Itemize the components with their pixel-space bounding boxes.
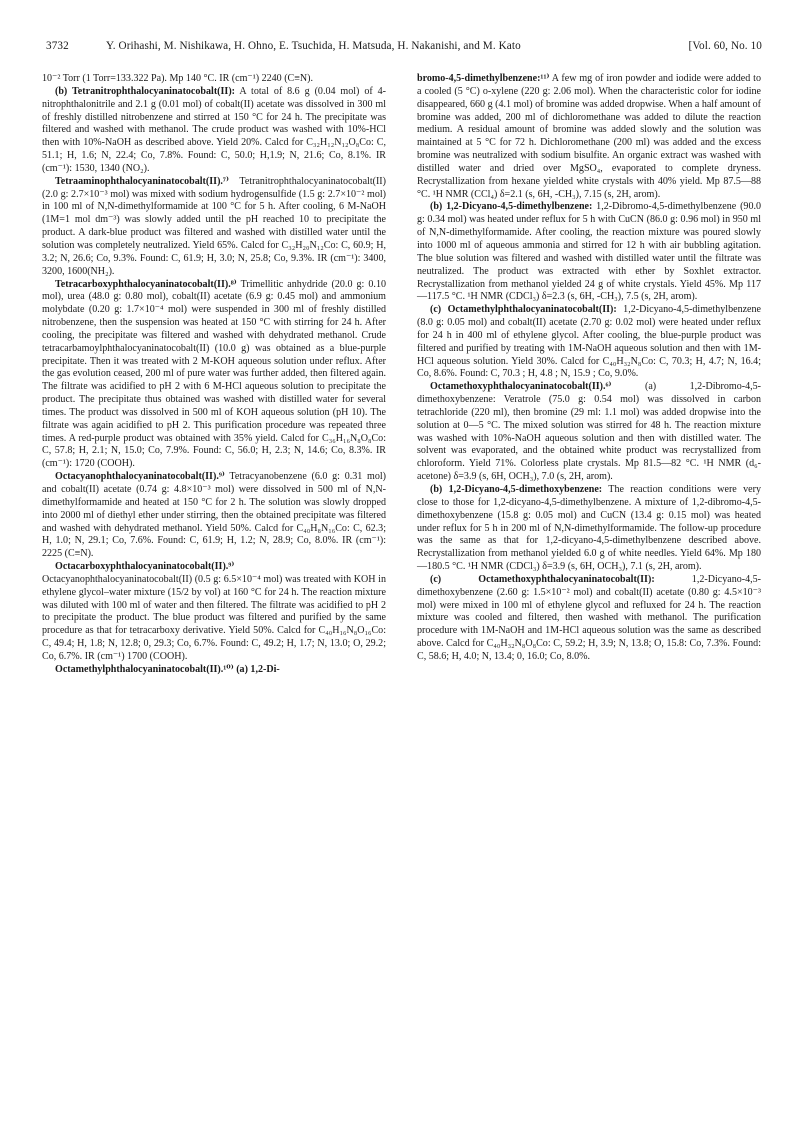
left-column bbox=[42, 73, 386, 677]
paragraph: (b) Tetranitrophthalocyaninatocobalt(II): A total of 8.6 g (0.04 mol) of 4-nitrophthalonitrile and 2.1 g (0.01 mol) of cobalt(II) acetate was dissolved in 300 ml of freshly distilled nitrobenzene and stirred at 150 °C for 24 h. The precipitate was filtered and washed with methanol. The crude product was washed with 10%-HCl then with 10%-NaOH as described above. Yield 20%. Calcd for C₃₂H₁₂N₁₂O₈Co: C, 51.1; H, 1.6; N, 22.4; Co, 7.8%. Found: C, 50.0; H,1.9; N, 21.6; Co, 8.1%. IR (cm⁻¹): 1530, 1340 (NO₂). bbox=[42, 85, 387, 174]
paragraph: Octacarboxyphthalocyaninatocobalt(II).⁹⁾ Octacyanophthalocyaninatocobalt(II) (0.5 g: 6.5×10⁻⁴ mol) was treated with KOH in ethylene glycol–water mixture (15/2 by vol) at 160 °C for 24 h. The reaction mixture was diluted with 100 ml of water and then filtered. The filtrate was acidified to pH 2 to precipitate the product. The blue product was filtered and purified by the same procedure as that for tetracarboxy derivative. Yield 50%. Calcd for C₄₀H₁₆N₈O₁₆Co: C, 49.4; H, 1.8; N, 12.8; 0, 29.3; Co, 6.7%. Found: C, 49.2; H, 1.7; N, 13.0; O, 29.2; Co, 6.7%. IR (cm⁻¹) 1700 (COOH). bbox=[42, 561, 386, 662]
section-heading: bromo-4,5-dimethylbenzene:¹¹⁾ bbox=[417, 73, 550, 84]
paragraph bbox=[42, 664, 386, 677]
section-heading: (b) Tetranitrophthalocyaninatocobalt(II): bbox=[55, 85, 236, 97]
page-number: 3732 bbox=[46, 40, 69, 52]
paragraph: (c) Octamethoxyphthalocyaninatocobalt(II): 1,2-Dicyano-4,5-dimethoxybenzene (2.60 g: 1.5×10⁻² mol) and cobalt(II) acetate (0.80 g: 4.5×10⁻³ mol) were mixed in 100 ml of ethylene glycol and refluxed for 24 h. The reaction mixture was cooled and filtered, then washed with methanol. The purification procedure with 1M-NaOH and 1M-HCl aqueous solution was the same as described above. Calcd for C₄₀H₃₂N₈O₈Co: C, 59.2; H, 3.9; N, 13.8; O, 15.8: Co, 7.3%. Found: C, 58.6; H, 4.0; N, 13.4; 0, 16.0; Co, 8.0%. bbox=[417, 573, 761, 662]
section-heading: (b) 1,2-Dicyano-4,5-dimethoxybenzene: bbox=[430, 484, 603, 495]
section-heading: Octamethoxyphthalocyaninatocobalt(II).⁶⁾ bbox=[430, 381, 612, 393]
section-heading: (c) Octamethoxyphthalocyaninatocobalt(II): bbox=[430, 573, 655, 585]
section-heading: Octacarboxyphthalocyaninatocobalt(II).⁹⁾ bbox=[55, 561, 235, 573]
paragraph: (c) Octamethylphthalocyaninatocobalt(II): 1,2-Dicyano-4,5-dimethylbenzene (8.0 g: 0.05 mol) and cobalt(II) acetate (2.70 g: 0.02 mol) were heated under reflux for 24 h in 400 ml of ethylene glycol. After cooling, the blue-purple product was filtered and purified by treating with 1M-NaOH aqueous solution and then with 1M-HCl aqueous solution. Yield 30%. Calcd for C₄₀H₃₂N₈Co: C, 70.3; H, 4.7; N, 16.4; Co, 8.6%. Found: C, 70.3 ; H, 4.8 ; N, 15.9 ; Co, 9.0%. bbox=[417, 304, 761, 380]
section-heading: Tetraaminophthalocyaninatocobalt(II).⁷⁾ bbox=[55, 175, 229, 187]
paragraph: 10⁻² Torr (1 Torr=133.322 Pa). Mp 140 °C. IR (cm⁻¹) 2240 (C≡N). bbox=[42, 73, 314, 84]
section-heading: (b) 1,2-Dicyano-4,5-dimethylbenzene: bbox=[430, 201, 593, 213]
section-heading: (c) Octamethylphthalocyaninatocobalt(II): bbox=[430, 304, 617, 316]
paragraph: Tetracarboxyphthalocyaninatocobalt(II).⁸⁾ Trimellitic anhydride (20.0 g: 0.10 mol), urea (48.0 g: 0.80 mol), cobalt(II) acetate (6.9 g: 0.45 mol) and ammonium molybdate (0.20 g: 1.7×10⁻⁴ mol) were suspended in 300 ml of freshly distilled nitrobenzene, then the suspension was heated at 150 °C with stirring for 24 h. After cooling, the precipitate was filtered and washed with dehydrated methanol. Crude tetracarbamoylphthalocyaninatocobalt(II) (10.0 g) was obtained as a blue-purple precipitate. Then it was treated with 2 M-KOH aqueous solution under reflux. After the gas evolution ceased, 200 ml of pure water was further added, then filtered again. The filtrate was acidified to pH 2 with 6 M-HCl aqueous solution to precipitate the product. The precipitate thus obtained was washed with distilled water for several times. The product was dissolved in 500 ml of KOH aqueous solution (pH 10). The filtrate was again acidified to pH 2. This purification procedure was repeated three times. A red-purple product was obtained with 35% yield. Calcd for C₃₆H₁₆N₈O₈Co: C, 57.8; H, 2.1; N, 15.0; Co, 7.9%. Found: C, 56.0; H, 2.3; N, 14.6; Co, 8.3%. IR (cm⁻¹): 1720 (COOH). bbox=[42, 278, 386, 470]
section-heading: Octamethylphthalocyaninatocobalt(II).¹⁰⁾ (a) 1,2-Di- bbox=[55, 663, 280, 675]
section-heading: Octacyanophthalocyaninatocobalt(II).⁹⁾ bbox=[55, 471, 225, 483]
paragraph: (b) 1,2-Dicyano-4,5-dimethoxybenzene: The reaction conditions were very close to those for 1,2-dicyano-4,5-dimethylbenzene. A mixture of 1,2-dibromo-4,5-dimethoxybenzene (15.8 g: 0.05 mol) and CuCN (13.4 g: 0.15 mol) was heated under reflux for 5 h in 200 ml of N,N-dimethylformamide. The follow-up procedure was the same as that for 1,2-dicyano-4,5-dimethylbenzene described above. Recrystallization from methanol yielded 6.0 g of white needles. Yield 64%. Mp 180—180.5 °C. ¹H NMR (CDCl₃) δ=3.9 (s, 6H, OCH₃), 7.1 (s, 2H, arom). bbox=[417, 484, 761, 573]
paragraph: (b) 1,2-Dicyano-4,5-dimethylbenzene: 1,2-Dibromo-4,5-dimethylbenzene (90.0 g: 0.34 mol) was heated under reflux for 5 h with CuCN (86.0 g: 0.96 mol) in 950 ml of N,N-dimethylformamide. After cooling, the reaction mixture was poured slowly into 1000 ml of aqueous ammonia and stirred for 12 h with air bubbling agitation. The blue solution was filtered and washed with distilled water until the filtrate was neutralized. The product was extracted with ether by Soxhlet extractor. Recrystallization from methanol yielded 24 g of white crystals. Yield 45%. Mp 117—117.5 °C. ¹H NMR (CDCl₃) δ=2.3 (s, 6H, -CH₃), 7.5 (s, 2H, arom). bbox=[417, 201, 761, 303]
running-header-authors: Y. Orihashi, M. Nishikawa, H. Ohno, E. Tsuchida, H. Matsuda, H. Nakanishi, and M. Kato bbox=[106, 40, 521, 52]
running-header bbox=[46, 40, 762, 58]
right-column bbox=[417, 73, 761, 664]
paragraph: Octacyanophthalocyaninatocobalt(II).⁹⁾ Tetracyanobenzene (6.0 g: 0.31 mol) and cobalt(II) acetate (0.74 g: 4.8×10⁻³ mol) were dissolved in 500 ml of N,N-dimethylformamide and heated at 150 °C for 2 h. The solution was slowly dropped into 2000 ml of diethyl ether under stirring, then the obtained precipitate was filtered and washed with dehydrated methanol. Yield 50%. Calcd for C₄₀H₈N₁₆Co: C, 62.3; H, 1.0; N, 29.1; Co, 7.6%. Found: C, 61.9; H, 1.2; N, 28.9; Co, 8.0%. IR (cm⁻¹): 2225 (C≡N). bbox=[42, 471, 386, 560]
paragraph: Tetraaminophthalocyaninatocobalt(II).⁷⁾ Tetranitrophthalocyaninatocobalt(II) (2.0 g: 2.7×10⁻³ mol) was mixed with sodium hydrogensulfide (1.5 g: 2.7×10⁻² mol) in 100 ml of N,N-dimethylformamide at 100 °C for 5 h. After cooling, 6 M-NaOH (1M=1 mol dm⁻³) was slowly added until the pH reached 10 to precipitate the product. A dark-blue product was filtered and washed with distilled water until the solution was completely neutralized. Yield 65%. Calcd for C₃₂H₂₀N₁₂Co: C, 60.9; H, 3.2; N, 26.6; Co, 9.3%. Found: C, 61.9; H, 3.0; N, 25.8; Co, 9.3%. IR (cm⁻¹): 3400, 3200, 1600(NH₂). bbox=[42, 175, 386, 277]
journal-volume: [Vol. 60, No. 10 bbox=[688, 40, 762, 52]
paragraph: bromo-4,5-dimethylbenzene:¹¹⁾ A few mg of iron powder and iodide were added to a cooled (5 °C) o-xylene (220 g: 2.06 mol). When the characteristic color for iodine disappeared, 660 g (4.1 mol) of bromine was added dropwise. When a half amount of bromine was added, 200 ml of dichloromethane was added to dilute the reaction medium. A residual amount of bromine was added slowly and the solution was maintained at 5 °C for 72 h. Dichloromethane (200 ml) was added and the excess bromine was neutralized with sodium bisulfite. An organic extract was washed with distilled water and dried over MgSO₄, evaporated to complete dryness. Recrystallization from hexane yielded white crystals with 40% yield. Mp 87.5—88 °C. ¹H NMR (CCl₄) δ=2.1 (s, 6H, -CH₃), 7.15 (s, 2H, arom). bbox=[417, 73, 761, 200]
paragraph: Octamethoxyphthalocyaninatocobalt(II).⁶⁾ (a) 1,2-Dibromo-4,5-dimethoxybenzene: Veratrole (75.0 g: 0.54 mol) was dissolved in carbon tetrachloride (220 ml), then bromine (29 ml: 1.1 mol) was added dropwise into the solution at 0—5 °C. The mixed solution was stirred for 48 h. The reaction mixture was washed with 10%-NaOH aqueous solution and then with distilled water. The solvent was evaporated, and the obtained white product was recrystallized from chloroform. Yield 71%. Colorless plate crystals. Mp 81.5—82 °C. ¹H NMR (d₆-acetone) δ=3.9 (s, 6H, OCH₃), 7.0 (s, 2H, arom). bbox=[417, 381, 761, 483]
section-heading: Tetracarboxyphthalocyaninatocobalt(II).⁸⁾ bbox=[55, 278, 237, 290]
